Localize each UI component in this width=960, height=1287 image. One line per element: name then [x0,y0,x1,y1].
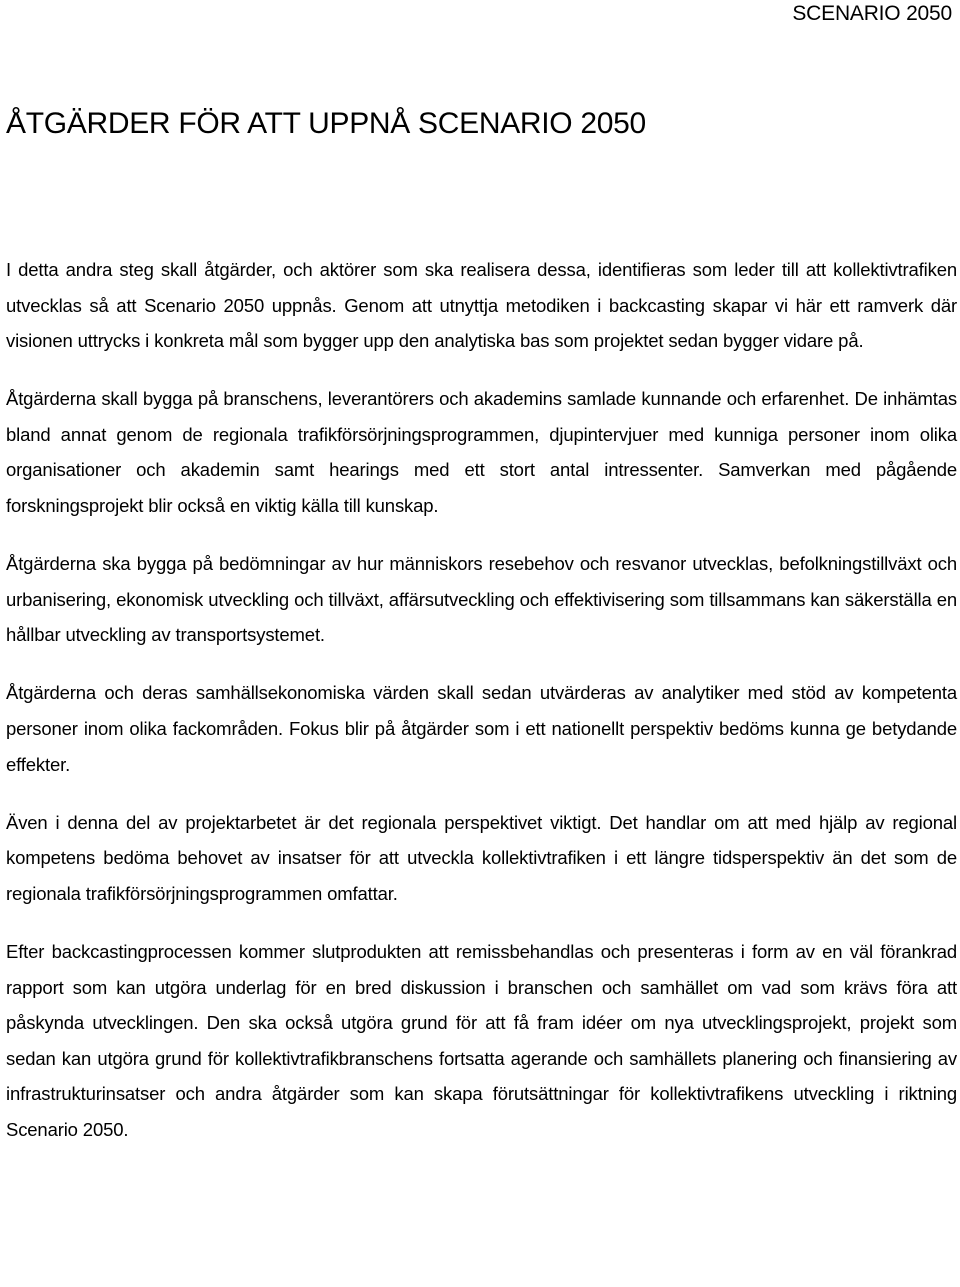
running-header: SCENARIO 2050 [792,2,952,25]
paragraph-3: Åtgärderna ska bygga på bedömningar av hur människors resebehov och resvanor utvecklas, befolkningstillväxt och urbanisering, ekonomisk utveckling och tillväxt, affärsutveckling och effektivisering som tillsammans kan säkerställa en hållbar utveckling av transportsystemet. [6,553,957,646]
paragraph-gap [6,524,957,547]
paragraph-1: I detta andra steg skall åtgärder, och aktörer som ska realisera dessa, identifieras som leder till att kollektivtrafiken utvecklas så att Scenario 2050 uppnås. Genom att utnyttja metodiken i backcasting skapar vi här ett ramverk där visionen uttrycks i konkreta mål som bygger upp den analytiska bas som projektet sedan bygger vidare på. [6,259,957,352]
document-title: ÅTGÄRDER FÖR ATT UPPNÅ SCENARIO 2050 [6,107,646,140]
paragraph-gap [6,912,957,935]
paragraph-2: Åtgärderna skall bygga på branschens, leverantörers och akademins samlade kunnande och erfarenhet. De inhämtas bland annat genom de regionala trafikförsörjningsprogrammen, djupintervjuer med kunniga personer inom olika organisationer och akademin samt hearings med ett stort antal intressenter. Samverkan med pågående forskningsprojekt blir också en viktig källa till kunskap. [6,388,957,517]
paragraph-gap [6,782,957,805]
document-body [6,252,957,1148]
paragraph-6: Efter backcastingprocessen kommer slutprodukten att remissbehandlas och presenteras i form av en väl förankrad rapport som kan utgöra underlag för en bred diskussion i branschen och samhället om vad som krävs föra att påskynda utvecklingen. Den ska också utgöra grund för att få fram idéer om nya utvecklingsprojekt, projekt som sedan kan utgöra grund för kollektivtrafikbranschens fortsatta agerande och samhällets planering och finansiering av infrastrukturinsatser och andra åtgärder som kan skapa förutsättningar för kollektivtrafikens utveckling i riktning Scenario 2050. [6,941,957,1140]
paragraph-4: Åtgärderna och deras samhällsekonomiska värden skall sedan utvärderas av analytiker med stöd av kompetenta personer inom olika fackområden. Fokus blir på åtgärder som i ett nationellt perspektiv bedöms kunna ge betydande effekter. [6,682,957,775]
paragraph-gap [6,359,957,382]
paragraph-5: Även i denna del av projektarbetet är det regionala perspektivet viktigt. Det handlar om att med hjälp av regional kompetens bedöma behovet av insatser för att utveckla kollektivtrafiken i ett längre tidsperspektiv än det som de regionala trafikförsörjningsprogrammen omfattar. [6,811,957,904]
paragraph-gap [6,653,957,676]
